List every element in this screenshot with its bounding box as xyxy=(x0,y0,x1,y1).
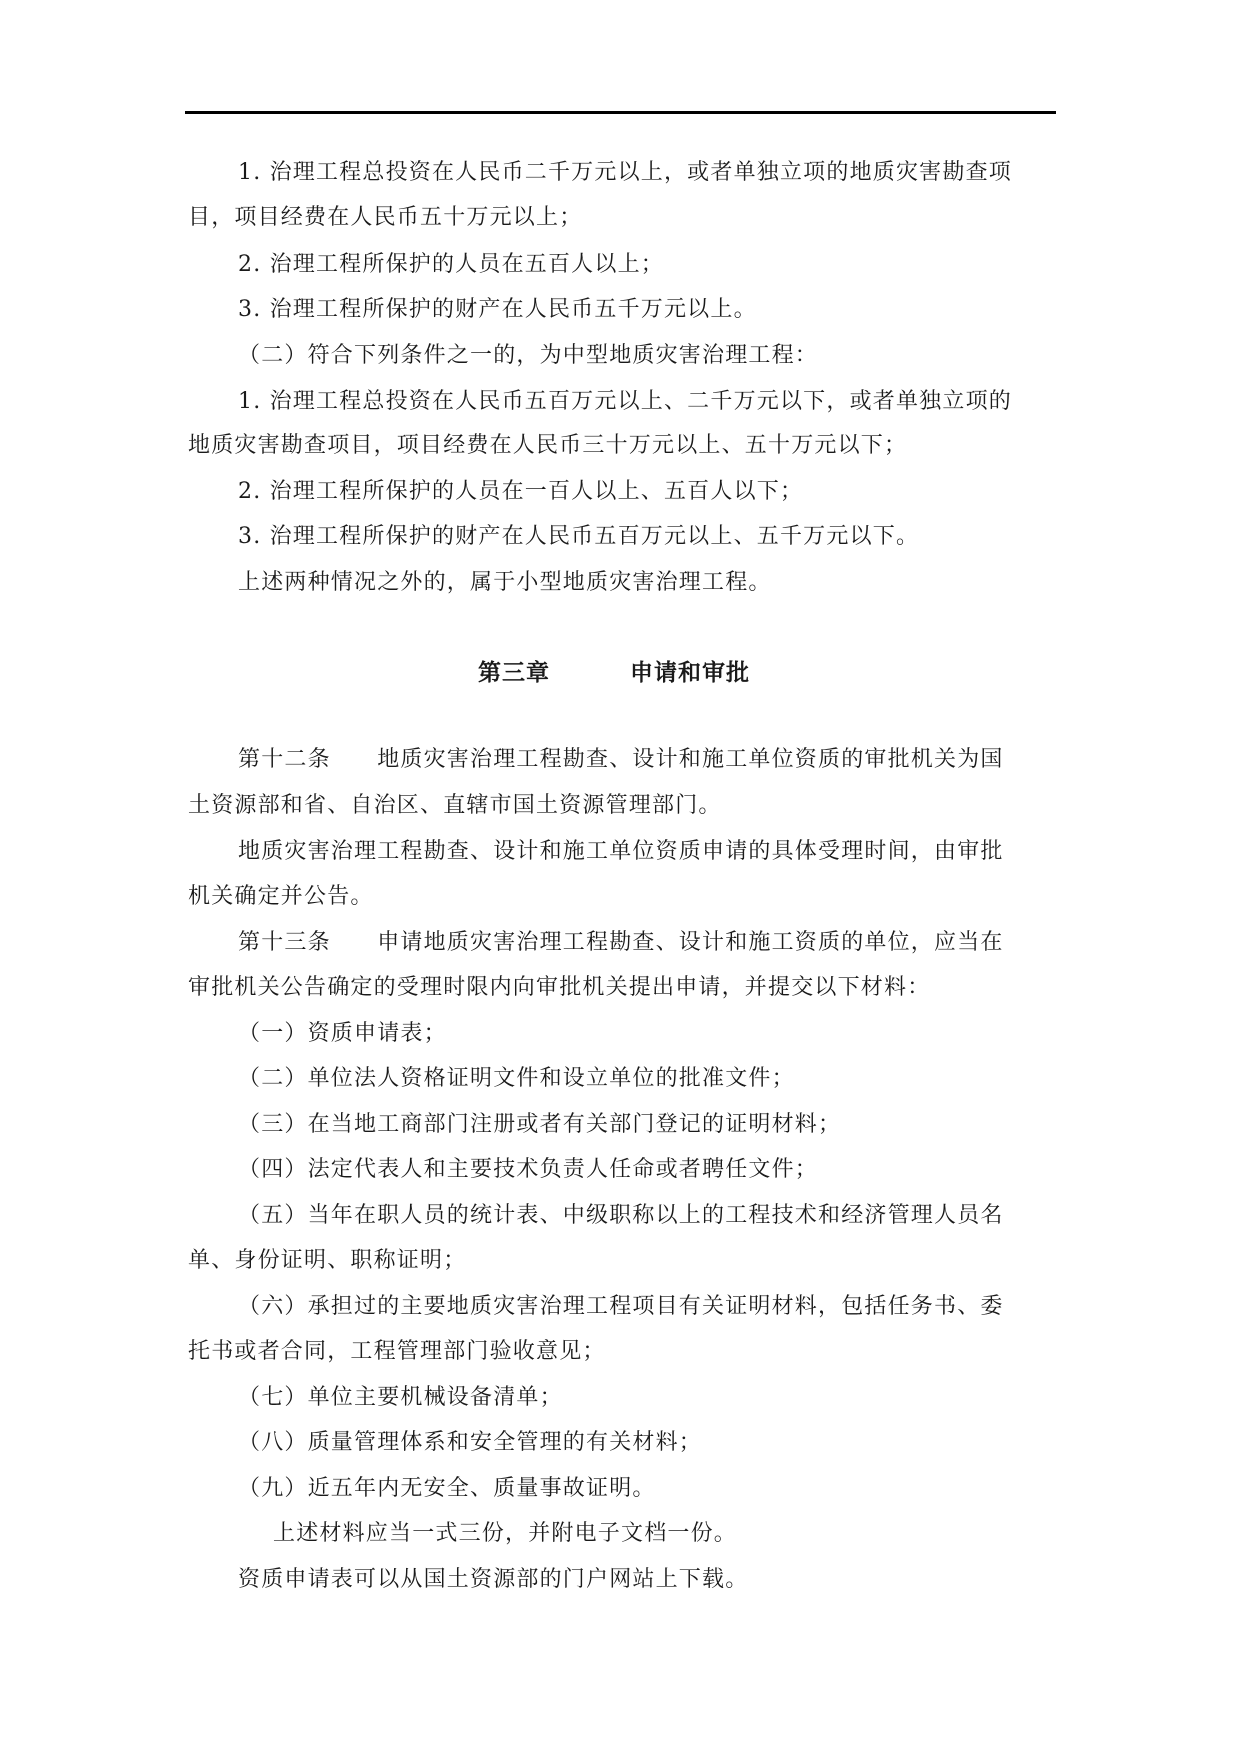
paragraph-line: 地质灾害勘查项目，项目经费在人民币三十万元以上、五十万元以下； xyxy=(188,433,908,458)
paragraph-line: 第十二条 地质灾害治理工程勘查、设计和施工单位资质的审批机关为国 xyxy=(238,747,1004,772)
list-item: （六）承担过的主要地质灾害治理工程项目有关证明材料，包括任务书、委 xyxy=(238,1294,1004,1319)
paragraph-line: 资质申请表可以从国土资源部的门户网站上下载。 xyxy=(238,1567,749,1592)
paragraph-line: 目，项目经费在人民币五十万元以上； xyxy=(188,205,583,230)
paragraph-line: 单、身份证明、职称证明； xyxy=(188,1248,467,1273)
chapter-title: 申请和审批 xyxy=(630,659,750,686)
header-rule xyxy=(185,111,1056,114)
paragraph-line: 2. 治理工程所保护的人员在五百人以上； xyxy=(238,252,664,277)
chapter-number: 第三章 xyxy=(478,659,550,686)
paragraph-line: 土资源部和省、自治区、直辖市国土资源管理部门。 xyxy=(188,793,722,818)
paragraph-line: 第十三条 申请地质灾害治理工程勘查、设计和施工资质的单位，应当在 xyxy=(238,930,1004,955)
paragraph-line: 3. 治理工程所保护的财产在人民币五百万元以上、五千万元以下。 xyxy=(238,524,920,549)
list-item: （一）资质申请表； xyxy=(238,1021,447,1046)
list-item: （二）单位法人资格证明文件和设立单位的批准文件； xyxy=(238,1066,795,1091)
paragraph-line: 审批机关公告确定的受理时限内向审批机关提出申请，并提交以下材料： xyxy=(188,975,931,1000)
paragraph-line: 2. 治理工程所保护的人员在一百人以上、五百人以下； xyxy=(238,479,804,504)
paragraph-line: 3. 治理工程所保护的财产在人民币五千万元以上。 xyxy=(238,297,757,322)
list-item: （四）法定代表人和主要技术负责人任命或者聘任文件； xyxy=(238,1157,819,1182)
paragraph-line: 1. 治理工程总投资在人民币五百万元以上、二千万元以下，或者单独立项的 xyxy=(238,389,1012,414)
paragraph-line: 托书或者合同，工程管理部门验收意见； xyxy=(188,1339,606,1364)
list-item: （三）在当地工商部门注册或者有关部门登记的证明材料； xyxy=(238,1112,842,1137)
list-item: （七）单位主要机械设备清单； xyxy=(238,1385,563,1410)
paragraph-line: 机关确定并公告。 xyxy=(188,884,374,909)
list-item: （八）质量管理体系和安全管理的有关材料； xyxy=(238,1430,703,1455)
paragraph-line: 地质灾害治理工程勘查、设计和施工单位资质申请的具体受理时间，由审批 xyxy=(238,839,1004,864)
paragraph-line: （二）符合下列条件之一的，为中型地质灾害治理工程： xyxy=(238,343,819,368)
list-item: （九）近五年内无安全、质量事故证明。 xyxy=(238,1476,656,1501)
paragraph-line: 上述材料应当一式三份，并附电子文档一份。 xyxy=(273,1521,738,1546)
paragraph-line: 1. 治理工程总投资在人民币二千万元以上，或者单独立项的地质灾害勘查项 xyxy=(238,160,1012,185)
list-item: （五）当年在职人员的统计表、中级职称以上的工程技术和经济管理人员名 xyxy=(238,1203,1004,1228)
paragraph-line: 上述两种情况之外的，属于小型地质灾害治理工程。 xyxy=(238,570,772,595)
